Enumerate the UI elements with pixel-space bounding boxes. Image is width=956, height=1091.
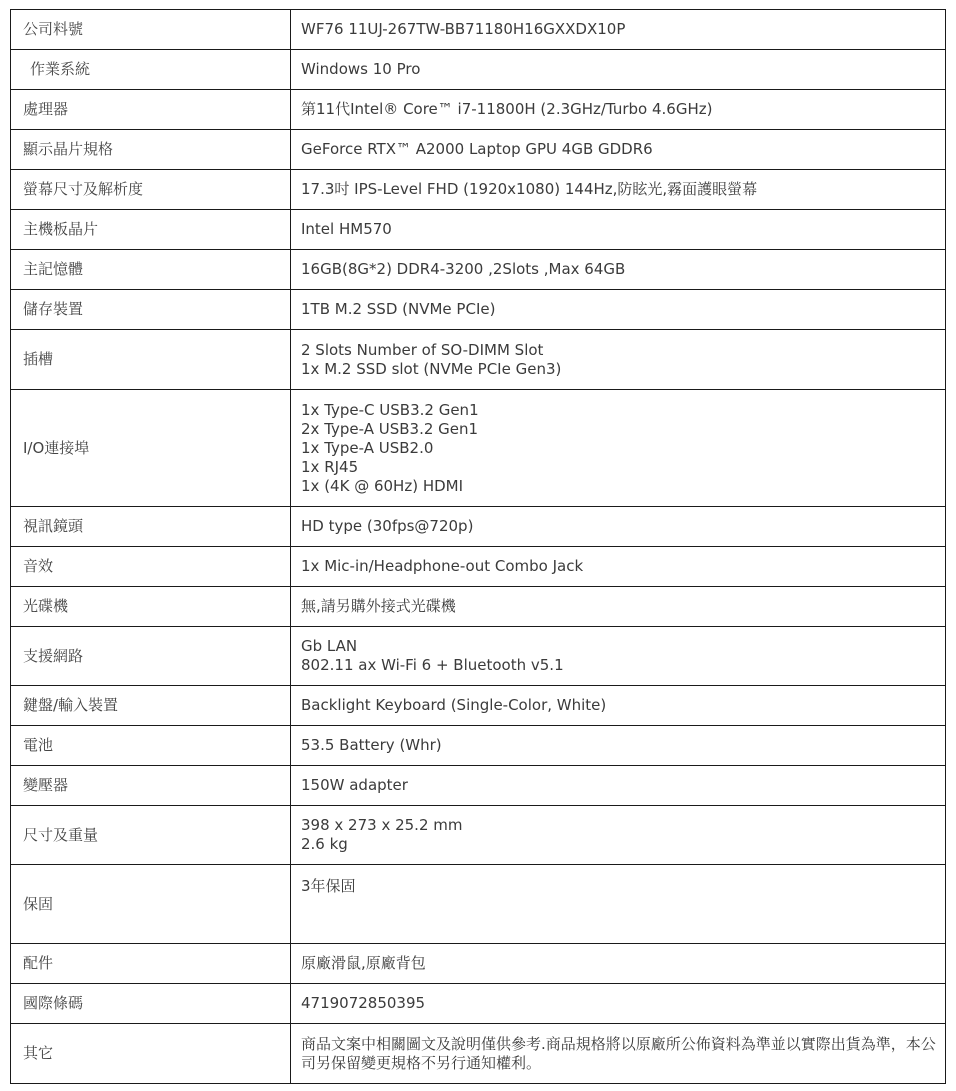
spec-value (291, 984, 946, 1024)
spec-value (291, 210, 946, 250)
spec-label: 變壓器 (11, 766, 291, 806)
spec-row-accessories (11, 944, 946, 984)
spec-label: 電池 (11, 726, 291, 766)
spec-row-slots (11, 330, 946, 390)
spec-label: 國際條碼 (11, 984, 291, 1024)
spec-row-dimensions (11, 806, 946, 865)
spec-label: 支援網路 (11, 627, 291, 686)
spec-row-os (11, 50, 946, 90)
spec-row-audio (11, 547, 946, 587)
spec-label: 鍵盤/輸入裝置 (11, 686, 291, 726)
spec-label: 插槽 (11, 330, 291, 390)
spec-value-line: 1TB M.2 SSD (NVMe PCIe) (301, 300, 496, 318)
spec-label: 其它 (11, 1024, 291, 1084)
spec-value-line: 1x Type-A USB2.0 (301, 438, 434, 457)
spec-value (291, 250, 946, 290)
spec-label: 主記憶體 (11, 250, 291, 290)
spec-value-line: Backlight Keyboard (Single-Color, White) (301, 696, 607, 714)
spec-label: 顯示晶片規格 (11, 130, 291, 170)
spec-value-line: 2.6 kg (301, 835, 348, 853)
spec-value (291, 726, 946, 766)
spec-row-optical-drive (11, 587, 946, 627)
spec-label: 主機板晶片 (11, 210, 291, 250)
spec-value-line: WF76 11UJ-267TW-BB71180H16GXXDX10P (301, 20, 626, 38)
spec-row-display (11, 170, 946, 210)
spec-value (291, 10, 946, 50)
spec-row-other (11, 1024, 946, 1084)
spec-value-line: 商品文案中相關圖文及說明僅供參考.商品規格將以原廠所公佈資料為準並以實際出貨為準，本公司另保留變更規格不另行通知權利。 (301, 1034, 936, 1072)
spec-row-gpu (11, 130, 946, 170)
spec-label: 配件 (11, 944, 291, 984)
spec-row-io-ports (11, 390, 946, 507)
spec-label: 尺寸及重量 (11, 806, 291, 865)
spec-value-line: 2 Slots Number of SO-DIMM Slot (301, 340, 544, 359)
spec-value (291, 290, 946, 330)
spec-value-line: 17.3吋 IPS-Level FHD (1920x1080) 144Hz,防眩光,霧面護眼螢幕 (301, 180, 758, 198)
spec-label: I/O連接埠 (11, 390, 291, 507)
spec-value-line: 2x Type-A USB3.2 Gen1 (301, 419, 479, 438)
spec-label: 光碟機 (11, 587, 291, 627)
spec-row-adapter (11, 766, 946, 806)
spec-value-line: 1x (4K @ 60Hz) HDMI (301, 476, 464, 495)
spec-value-line: 802.11 ax Wi-Fi 6 + Bluetooth v5.1 (301, 656, 564, 674)
spec-label: 音效 (11, 547, 291, 587)
spec-value (291, 507, 946, 547)
spec-value (291, 865, 946, 944)
spec-value-line: HD type (30fps@720p) (301, 517, 474, 535)
spec-row-network (11, 627, 946, 686)
spec-table (10, 9, 946, 1084)
spec-value (291, 547, 946, 587)
spec-label: 公司料號 (11, 10, 291, 50)
spec-value-line: 無,請另購外接式光碟機 (301, 597, 456, 615)
spec-label: 處理器 (11, 90, 291, 130)
spec-value (291, 944, 946, 984)
spec-label: 作業系統 (11, 50, 291, 90)
spec-value (291, 686, 946, 726)
spec-value (291, 170, 946, 210)
spec-value-line: Intel HM570 (301, 220, 392, 238)
spec-label: 保固 (11, 865, 291, 944)
spec-value-line: 原廠滑鼠,原廠背包 (301, 954, 426, 972)
spec-value-line: 1x Mic-in/Headphone-out Combo Jack (301, 557, 584, 575)
spec-label: 視訊鏡頭 (11, 507, 291, 547)
spec-value (291, 390, 946, 507)
spec-value-line: 4719072850395 (301, 994, 426, 1012)
spec-row-battery (11, 726, 946, 766)
spec-value (291, 130, 946, 170)
spec-row-webcam (11, 507, 946, 547)
spec-value-line: 1x Type-C USB3.2 Gen1 (301, 400, 479, 419)
spec-row-keyboard (11, 686, 946, 726)
spec-row-storage (11, 290, 946, 330)
spec-row-memory (11, 250, 946, 290)
spec-value (291, 1024, 946, 1084)
spec-value-line: 第11代Intel® Core™ i7-11800H (2.3GHz/Turbo 4.6GHz) (301, 100, 713, 118)
spec-value (291, 90, 946, 130)
spec-value-line: GeForce RTX™ A2000 Laptop GPU 4GB GDDR6 (301, 140, 653, 158)
spec-value-line: Windows 10 Pro (301, 60, 421, 78)
spec-value-line: 1x M.2 SSD slot (NVMe PCIe Gen3) (301, 359, 562, 378)
spec-value (291, 806, 946, 865)
spec-value-line: 3年保固 (301, 877, 356, 895)
spec-value-line: 1x RJ45 (301, 457, 359, 476)
spec-row-part-number (11, 10, 946, 50)
spec-value-line: 53.5 Battery (Whr) (301, 736, 442, 754)
spec-value (291, 330, 946, 390)
spec-value (291, 50, 946, 90)
spec-row-cpu (11, 90, 946, 130)
spec-value-line: 150W adapter (301, 776, 408, 794)
spec-row-chipset (11, 210, 946, 250)
spec-row-barcode (11, 984, 946, 1024)
spec-value-line: Gb LAN (301, 637, 358, 655)
spec-label: 儲存裝置 (11, 290, 291, 330)
spec-row-warranty (11, 865, 946, 944)
spec-label: 螢幕尺寸及解析度 (11, 170, 291, 210)
spec-value-line: 16GB(8G*2) DDR4-3200 ,2Slots ,Max 64GB (301, 260, 626, 278)
spec-value (291, 766, 946, 806)
spec-value-line: 398 x 273 x 25.2 mm (301, 816, 463, 834)
spec-value (291, 587, 946, 627)
spec-value (291, 627, 946, 686)
